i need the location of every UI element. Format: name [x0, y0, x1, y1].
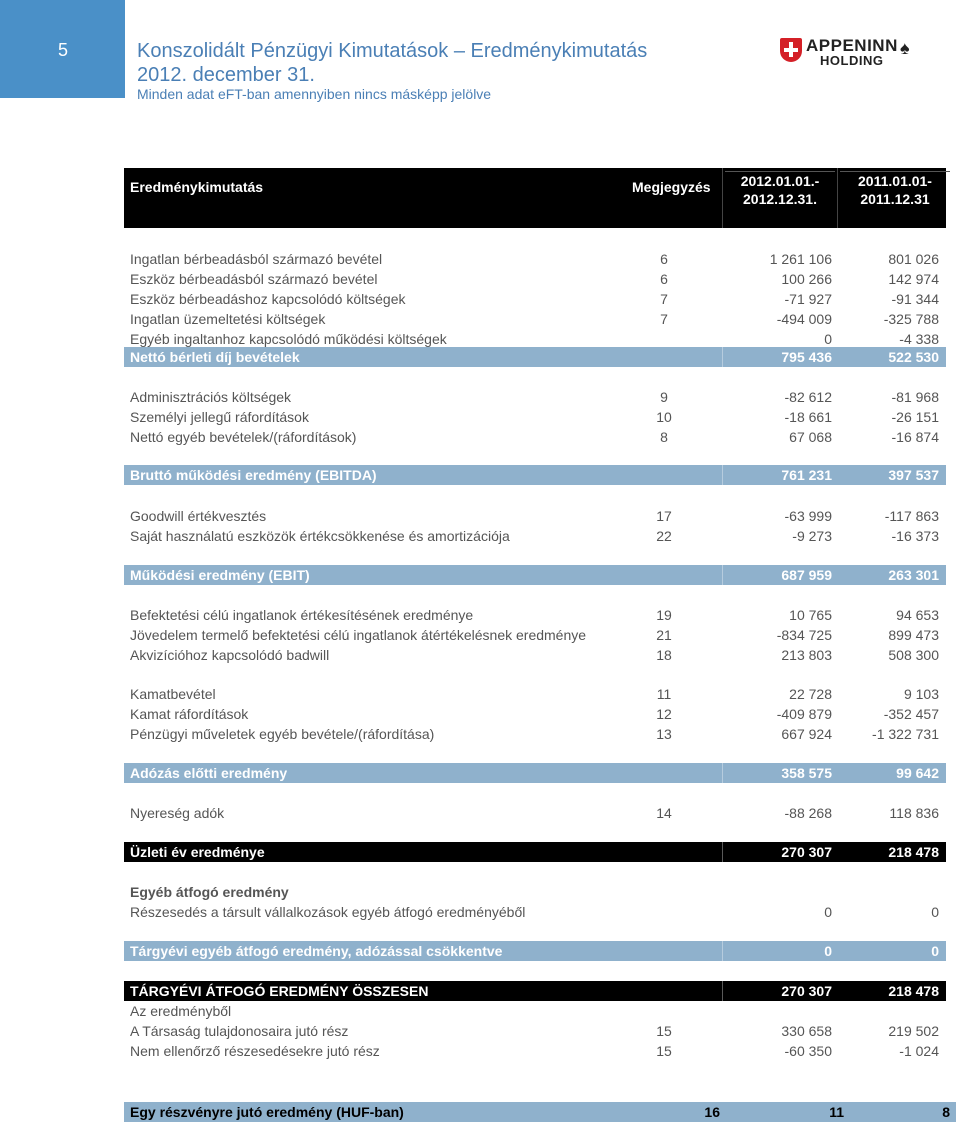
bear-emblem-icon: ♠: [900, 38, 910, 58]
row-label: Működési eredmény (EBIT): [130, 567, 310, 583]
page-number: 5: [58, 40, 69, 60]
row-value-2012: -82 612: [784, 389, 832, 405]
page-title: Konszolidált Pénzügyi Kimutatások – Eredménykimutatás: [137, 40, 648, 62]
row-value-2012: 358 575: [781, 765, 832, 781]
row-value-2011: -4 338: [899, 331, 939, 347]
table-row: [124, 269, 946, 289]
row-value-2011: 118 836: [889, 805, 939, 821]
table-row: [124, 387, 946, 407]
row-value-2012: 0: [824, 331, 832, 347]
row-label: Nyereség adók: [130, 805, 225, 821]
row-value-2011: 263 301: [888, 567, 939, 583]
row-label: TÁRGYÉVI ÁTFOGÓ EREDMÉNY ÖSSZESEN: [130, 983, 429, 999]
period-2011-header-line2: 2011.12.31: [860, 191, 930, 207]
row-label: Adózás előtti eredmény: [130, 765, 288, 781]
row-note: 10: [656, 409, 672, 425]
table-row: [124, 803, 946, 823]
row-label: Részesedés a társult vállalkozások egyéb átfogó eredményéből: [130, 904, 526, 920]
subtotal-row: [124, 465, 946, 485]
row-value-2011: -16 874: [891, 429, 939, 445]
section-heading-row: [124, 1001, 946, 1021]
row-note: 15: [656, 1043, 672, 1059]
row-label: Adminisztrációs költségek: [130, 389, 292, 405]
row-value-2012: -60 350: [784, 1043, 832, 1059]
table-row: [124, 704, 946, 724]
row-label: Befektetési célú ingatlanok értékesítésének eredménye: [130, 607, 474, 623]
row-note: 18: [656, 647, 672, 663]
row-label: Személyi jellegű ráfordítások: [130, 409, 309, 425]
column-divider: [837, 168, 838, 228]
row-label: Ingatlan üzemeltetési költségek: [130, 311, 326, 327]
subtotal-row: [124, 565, 946, 585]
row-label: Pénzügyi műveletek egyéb bevétele/(ráfordítása): [130, 726, 435, 742]
row-value-2012: 0: [824, 904, 832, 920]
row-label: Nem ellenőrző részesedésekre jutó rész: [130, 1043, 380, 1059]
section-heading-row: [124, 882, 946, 902]
row-value-2011: 218 478: [888, 844, 939, 860]
row-value-2012: 22 728: [789, 686, 832, 702]
row-value-2012: -88 268: [784, 805, 832, 821]
row-value-2012: -63 999: [784, 508, 832, 524]
row-value-2012: 67 068: [789, 429, 832, 445]
row-value-2011: 142 974: [888, 271, 939, 287]
row-label: Kamatbevétel: [130, 686, 216, 702]
row-note: 13: [656, 726, 672, 742]
table-row: [124, 309, 946, 329]
column-divider: [722, 168, 723, 228]
row-value-2011: 801 026: [888, 251, 939, 267]
row-label: Egyéb átfogó eredmény: [130, 884, 289, 900]
subtotal-row: [124, 763, 946, 783]
row-value-2011: 0: [931, 943, 939, 959]
table-row: [124, 526, 946, 546]
row-value-2012: -834 725: [776, 627, 832, 643]
table-row: [124, 427, 946, 447]
row-value-2012: 667 924: [781, 726, 832, 742]
row-value-2011: -325 788: [883, 311, 939, 327]
row-note: 6: [660, 271, 668, 287]
row-label: Jövedelem termelő befektetési célú ingatlanok átértékelésnek eredménye: [130, 627, 587, 643]
table-row: [124, 249, 946, 269]
row-label: Nettó bérleti díj bevételek: [130, 349, 300, 365]
table-row: [124, 1021, 946, 1041]
table-row: [124, 724, 946, 744]
logo-text-holding: HOLDING: [820, 53, 884, 68]
row-value-2012: 761 231: [781, 467, 832, 483]
period-2012-header-line2: 2012.12.31.: [743, 191, 817, 207]
eps-row: [124, 1102, 956, 1122]
row-value-2011: -1 024: [899, 1043, 939, 1059]
row-label: Akvizícióhoz kapcsolódó badwill: [130, 647, 330, 663]
row-value-2011: 219 502: [888, 1023, 939, 1039]
table-row: [124, 605, 946, 625]
row-note: 9: [660, 389, 668, 405]
row-value-2011: -117 863: [884, 508, 939, 524]
appeninn-logo: [780, 36, 930, 70]
table-row: [124, 289, 946, 309]
table-row: [124, 506, 946, 526]
row-value-2012: 10 765: [789, 607, 832, 623]
row-note: 21: [656, 627, 672, 643]
row-label: Kamat ráfordítások: [130, 706, 249, 722]
row-label: Az eredményből: [130, 1003, 232, 1019]
row-value-2012: 270 307: [781, 844, 832, 860]
row-value-2011: -16 373: [891, 528, 939, 544]
row-value-2012: 100 266: [781, 271, 832, 287]
table-row: [124, 625, 946, 645]
row-note: 14: [656, 805, 672, 821]
row-value-2011: -1 322 731: [872, 726, 939, 742]
row-value-2012: -409 879: [776, 706, 832, 722]
logo-text-appeninn: APPENINN: [806, 36, 898, 55]
row-label: Eszköz bérbeadáshoz kapcsolódó költségek: [130, 291, 406, 307]
row-note: 22: [656, 528, 672, 544]
row-note: 7: [660, 311, 668, 327]
row-note: 8: [660, 429, 668, 445]
period-2011-header: [840, 171, 950, 208]
table-row: [124, 407, 946, 427]
row-value-2011: -352 457: [883, 706, 939, 722]
row-value-2012: 795 436: [781, 349, 832, 365]
table-row: [124, 684, 946, 704]
table-row: [124, 902, 946, 922]
row-value-2011: 0: [931, 904, 939, 920]
row-value-2012: 11: [829, 1104, 844, 1120]
row-value-2012: 330 658: [781, 1023, 832, 1039]
table-row: [124, 329, 946, 349]
row-label: Nettó egyéb bevételek/(ráfordítások): [130, 429, 357, 445]
row-note: 12: [656, 706, 672, 722]
row-note: 7: [660, 291, 668, 307]
row-note: 15: [656, 1023, 672, 1039]
row-label: Goodwill értékvesztés: [130, 508, 267, 524]
total-row: [124, 981, 946, 1001]
row-value-2011: 397 537: [888, 467, 939, 483]
row-value-2011: 899 473: [888, 627, 939, 643]
row-value-2011: 9 103: [903, 686, 939, 702]
row-value-2011: 99 642: [896, 765, 939, 781]
row-note: 6: [660, 251, 668, 267]
row-note: 19: [656, 607, 672, 623]
period-2011-header-line1: 2011.01.01-: [858, 173, 932, 189]
row-label: Egyéb ingaltanhoz kapcsolódó működési költségek: [130, 331, 447, 347]
subtotal-row: [124, 941, 946, 961]
row-label: Eszköz bérbeadásból származó bevétel: [130, 271, 378, 287]
row-value-2011: 218 478: [888, 983, 939, 999]
row-value-2012: 1 261 106: [769, 251, 832, 267]
row-value-2012: 270 307: [781, 983, 832, 999]
row-value-2011: 94 653: [896, 607, 939, 623]
row-label: Üzleti év eredménye: [130, 844, 265, 860]
table-title: Eredménykimutatás: [130, 179, 264, 195]
row-value-2012: 687 959: [781, 567, 832, 583]
subtotal-row: [124, 347, 946, 367]
row-value-2012: -9 273: [792, 528, 832, 544]
row-value-2011: 8: [942, 1104, 950, 1120]
period-2012-header: [725, 171, 835, 208]
period-2012-header-line1: 2012.01.01.-: [740, 173, 820, 189]
page-note: Minden adat eFT-ban amennyiben nincs másképp jelölve: [137, 86, 492, 102]
note-column-header: Megjegyzés: [632, 179, 711, 195]
row-label: Bruttó működési eredmény (EBITDA): [130, 467, 377, 483]
row-note: 17: [656, 508, 672, 524]
table-row: [124, 645, 946, 665]
row-value-2011: 508 300: [888, 647, 939, 663]
row-note: 11: [656, 686, 672, 702]
row-value-2012: -18 661: [784, 409, 832, 425]
row-note: 16: [704, 1104, 720, 1120]
row-label: Egy részvényre jutó eredmény (HUF-ban): [130, 1104, 404, 1120]
page-date: 2012. december 31.: [137, 64, 315, 86]
row-label: A Társaság tulajdonosaira jutó rész: [130, 1023, 349, 1039]
row-value-2012: 0: [824, 943, 832, 959]
row-label: Tárgyévi egyéb átfogó eredmény, adózással csökkentve: [130, 943, 503, 959]
row-value-2011: 522 530: [888, 349, 939, 365]
swiss-cross-shield-icon: [780, 38, 802, 62]
row-value-2011: -91 344: [891, 291, 939, 307]
table-row: [124, 1041, 946, 1061]
row-value-2012: 213 803: [781, 647, 832, 663]
total-row: [124, 842, 946, 862]
row-value-2011: -26 151: [891, 409, 939, 425]
page-number-box: [0, 0, 125, 98]
row-label: Saját használatú eszközök értékcsökkenése és amortizációja: [130, 528, 510, 544]
row-value-2012: -494 009: [776, 311, 832, 327]
row-value-2012: -71 927: [784, 291, 832, 307]
row-label: Ingatlan bérbeadásból származó bevétel: [130, 251, 383, 267]
table-header: [124, 168, 946, 228]
row-value-2011: -81 968: [891, 389, 939, 405]
